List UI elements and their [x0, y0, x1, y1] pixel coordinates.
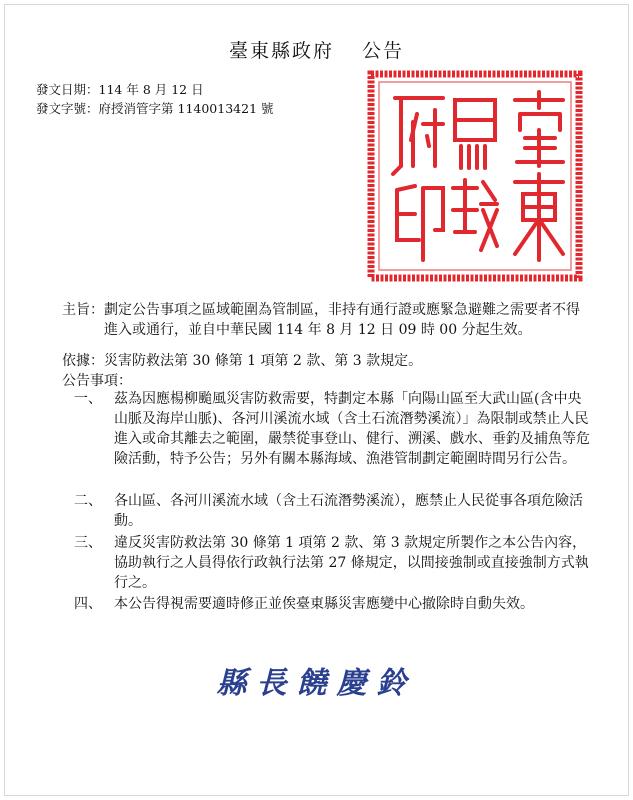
document-type: 公告: [362, 40, 405, 62]
document-number-label: 發文字號：: [36, 101, 99, 116]
issue-date-label: 發文日期：: [36, 82, 99, 97]
item-text: 本公告得視需要適時修正並俟臺東縣災害應變中心撤除時自動失效。: [114, 596, 534, 612]
item-number: 二、: [74, 493, 102, 509]
issue-date: [36, 80, 204, 98]
basis-text: 災害防救法第 30 條第 1 項第 2 款、第 3 款規定。: [104, 353, 423, 369]
announcement-items-heading: 公告事項：: [62, 373, 132, 389]
subject-text: 劃定公告事項之區域範圍為管制區，非持有通行證或應緊急避難之需要者不得進入或通行，並自中華民國 114 年 8 月 12 日 09 時 00 分起生效。: [104, 302, 580, 338]
official-seal-stamp: [365, 70, 585, 282]
subject-section: [62, 300, 592, 340]
item-text: 各山區、各河川溪流水域（含土石流潛勢溪流），應禁止人民從事各項危險活動。: [114, 493, 583, 529]
announcement-item: [74, 389, 594, 469]
document-number: [36, 99, 274, 117]
basis-label: 依據：: [62, 353, 104, 369]
announcement-item: [74, 533, 594, 593]
agency-name: 臺東縣政府: [228, 40, 334, 62]
basis-section: [62, 351, 592, 371]
document-number-value: 府授消管字第 1140013421 號: [98, 101, 274, 116]
item-number: 四、: [74, 596, 102, 612]
signature-text: 縣長饒慶鈴: [216, 666, 417, 701]
item-text: 違反災害防救法第 30 條第 1 項第 2 款、第 3 款規定所製作之本公告內容，協助執行之人員得依行政執行法第 27 條規定，以間接強制或直接強制方式執行之。: [114, 535, 589, 591]
issue-date-value: 114 年 8 月 12 日: [98, 82, 204, 97]
announcement-item: [74, 491, 594, 531]
document-title: [0, 36, 633, 63]
item-number: 一、: [74, 391, 102, 407]
item-text: 茲為因應楊柳颱風災害防救需要，特劃定本縣「向陽山區至大武山區(含中央山脈及海岸山脈)、各河川溪流水域（含土石流潛勢溪流）」為限制或禁止人民進入或命其離去之範圍，嚴禁從事登山、健行、溯溪、戲水、垂釣及捕魚等危險活動，特予公告；另外有關本縣海域、漁港管制劃定範圍時間另行公告。: [114, 391, 590, 467]
item-number: 三、: [74, 535, 102, 551]
announcement-item: [74, 594, 594, 614]
magistrate-signature: [0, 658, 633, 702]
subject-label: 主旨：: [62, 302, 104, 318]
